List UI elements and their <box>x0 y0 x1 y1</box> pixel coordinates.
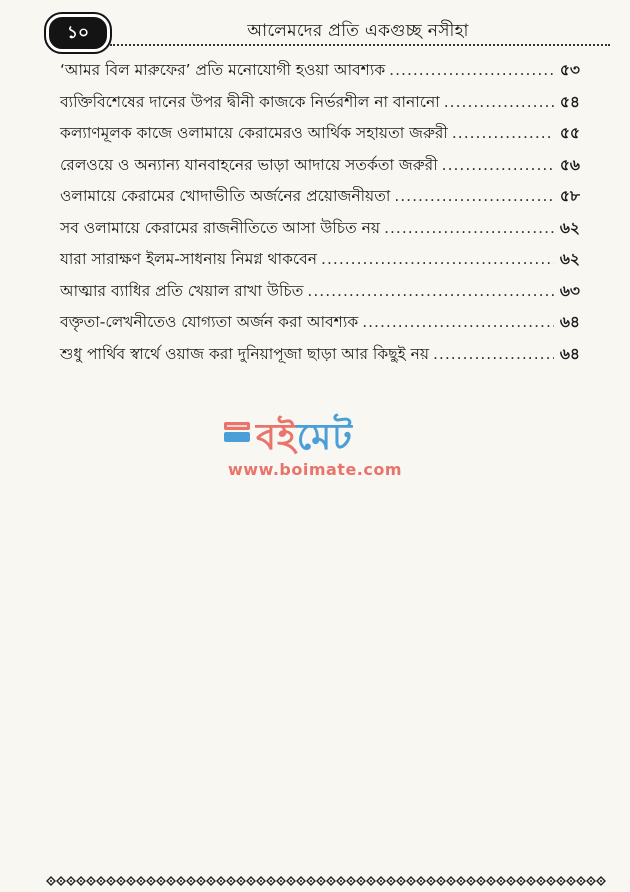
toc-entry <box>60 247 580 279</box>
toc-dot-leader <box>394 187 554 205</box>
watermark-brand-red: বই <box>256 417 297 458</box>
toc-dot-leader <box>362 313 554 331</box>
toc-entry <box>60 121 580 153</box>
page-number-badge: ১০ <box>46 14 110 52</box>
toc-entry-title: কল্যাণমূলক কাজে ওলামায়ে কেরামেরও আর্থিক সহায়তা জরুরী <box>60 124 448 142</box>
toc-entry <box>60 184 580 216</box>
toc-entry <box>60 279 580 311</box>
watermark-url: www.boimate.com <box>228 460 403 479</box>
toc-entry <box>60 58 580 90</box>
toc-entry-page: ৫৮ <box>559 187 580 205</box>
toc-entry-title: ‘আমর বিল মারুফের’ প্রতি মনোযোগী হওয়া আবশ্যক <box>60 61 386 79</box>
toc-entry-title: ব্যক্তিবিশেষের দানের উপর দ্বীনী কাজকে নির্ভরশীল না বানানো <box>60 92 440 111</box>
toc-entry-title: রেলওয়ে ও অন্যান্য যানবাহনের ভাড়া আদায়ে সতর্কতা জরুরী <box>60 155 438 174</box>
footer-ornament-border <box>46 876 606 886</box>
running-title: আলেমদের প্রতি একগুচ্ছ নসীহা <box>247 21 469 41</box>
toc-entry-page: ৫৩ <box>559 61 580 79</box>
toc-entry-title: শুধু পার্থিব স্বার্থে ওয়াজ করা দুনিয়াপূজা ছাড়া আর কিছুই নয় <box>60 344 429 363</box>
toc-entry-title: আত্মার ব্যাধির প্রতি খেয়াল রাখা উচিত <box>60 281 304 300</box>
toc-entry-page: ৬৩ <box>559 281 580 300</box>
toc-entry <box>60 153 580 185</box>
header-dotted-rule <box>110 44 610 46</box>
toc-dot-leader <box>433 345 554 363</box>
toc-entry <box>60 342 580 374</box>
toc-dot-leader <box>444 93 554 111</box>
toc-entry <box>60 90 580 122</box>
toc-entry-page: ৫৪ <box>559 92 580 111</box>
toc-entry-page: ৬৪ <box>559 344 580 363</box>
watermark-brand-blue: মেট <box>296 417 353 458</box>
toc-entry-title: বক্তৃতা-লেখনীতেও যোগ্যতা অর্জন করা আবশ্যক <box>60 313 359 331</box>
toc-entry-title: ওলামায়ে কেরামের খোদাভীতি অর্জনের প্রয়োজনীয়তা <box>60 187 391 205</box>
watermark <box>220 408 420 488</box>
book-icon <box>222 418 252 446</box>
toc-dot-leader <box>442 156 554 174</box>
toc-entry-page: ৫৬ <box>559 155 580 174</box>
watermark-logo <box>220 408 420 460</box>
toc-entry <box>60 310 580 342</box>
toc-entry-title: যারা সারাক্ষণ ইলম-সাধনায় নিমগ্ন থাকবেন <box>60 250 318 268</box>
toc-dot-leader <box>389 61 554 79</box>
table-of-contents <box>60 58 580 373</box>
toc-dot-leader <box>384 219 554 237</box>
toc-entry-page: ৬২ <box>559 250 580 268</box>
toc-entry <box>60 216 580 248</box>
toc-dot-leader <box>307 282 554 300</box>
toc-entry-title: সব ওলামায়ে কেরামের রাজনীতিতে আসা উচিত নয় <box>60 218 381 237</box>
toc-entry-page: ৬২ <box>559 218 580 237</box>
toc-entry-page: ৬৪ <box>559 313 580 331</box>
toc-entry-page: ৫৫ <box>559 124 580 142</box>
toc-dot-leader <box>321 250 554 268</box>
page-header <box>46 12 616 48</box>
toc-dot-leader <box>452 124 554 142</box>
